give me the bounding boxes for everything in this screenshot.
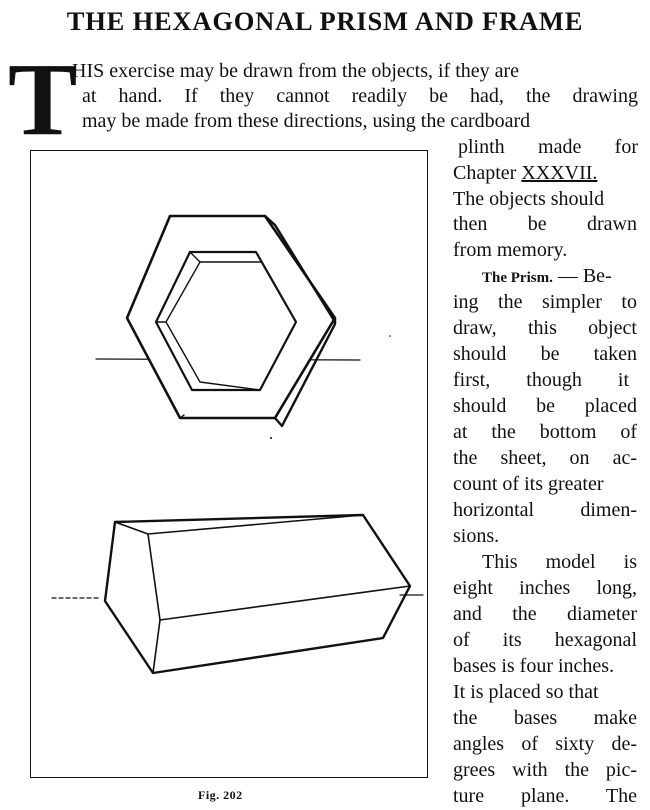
figure-illustration [30,150,428,778]
body-line-5 [453,160,597,186]
body-line-28: grees with the pic- [453,759,637,781]
body-line-14: should be placed [453,395,637,417]
body-line-4: plinth made for [458,136,638,158]
body-line-19: sions. [453,525,500,547]
prism-outline [105,515,410,673]
body-line-25: It is placed so that [453,681,599,703]
intro-line-3: may be made from these directions, using the cardboard [82,110,531,132]
body-line-21: eight inches long, [453,577,637,599]
body-line-16: the sheet, on ac- [453,447,637,469]
body-line-13: first, though it [453,369,629,391]
body-line-15: at the bottom of [453,421,637,443]
body-line-10: ing the simpler to [453,291,637,313]
chapter-number: XXXVII. [521,162,598,184]
body-line-22: and the diameter [453,603,637,625]
body-line-12: should be taken [453,343,637,365]
section-heading: The Prism. [482,270,553,286]
body-line-20: This model is [482,551,637,573]
section-heading-tail: — Be- [552,265,612,287]
body-line-29: ture plane. The [453,785,637,807]
section-line [482,263,612,291]
hexagonal-frame-drawing [96,216,360,426]
body-line-18: horizontal dimen- [453,499,637,521]
hexagonal-prism-drawing [52,515,423,673]
body-line-23: of its hexagonal [453,629,637,651]
body-line-7: then be drawn [453,213,637,235]
body-line-11: draw, this object [453,317,637,339]
intro-line-2: at hand. If they cannot readily be had, the drawing [82,85,638,107]
body-line-17: count of its greater [453,473,604,495]
body-line-24: bases is four inches. [453,655,615,677]
body-line-8: from memory. [453,239,568,261]
body-line-27: angles of sixty de- [453,733,637,755]
body-line-6: The objects should [453,188,605,210]
page-title: THE HEXAGONAL PRISM AND FRAME [66,6,584,36]
drop-cap: T [8,42,78,157]
intro-line-1: HIS exercise may be drawn from the objects, if they are [72,60,520,82]
figure-caption: Fig. 202 [198,788,243,802]
chapter-word: Chapter [453,162,522,184]
body-line-26: the bases make [453,707,637,729]
